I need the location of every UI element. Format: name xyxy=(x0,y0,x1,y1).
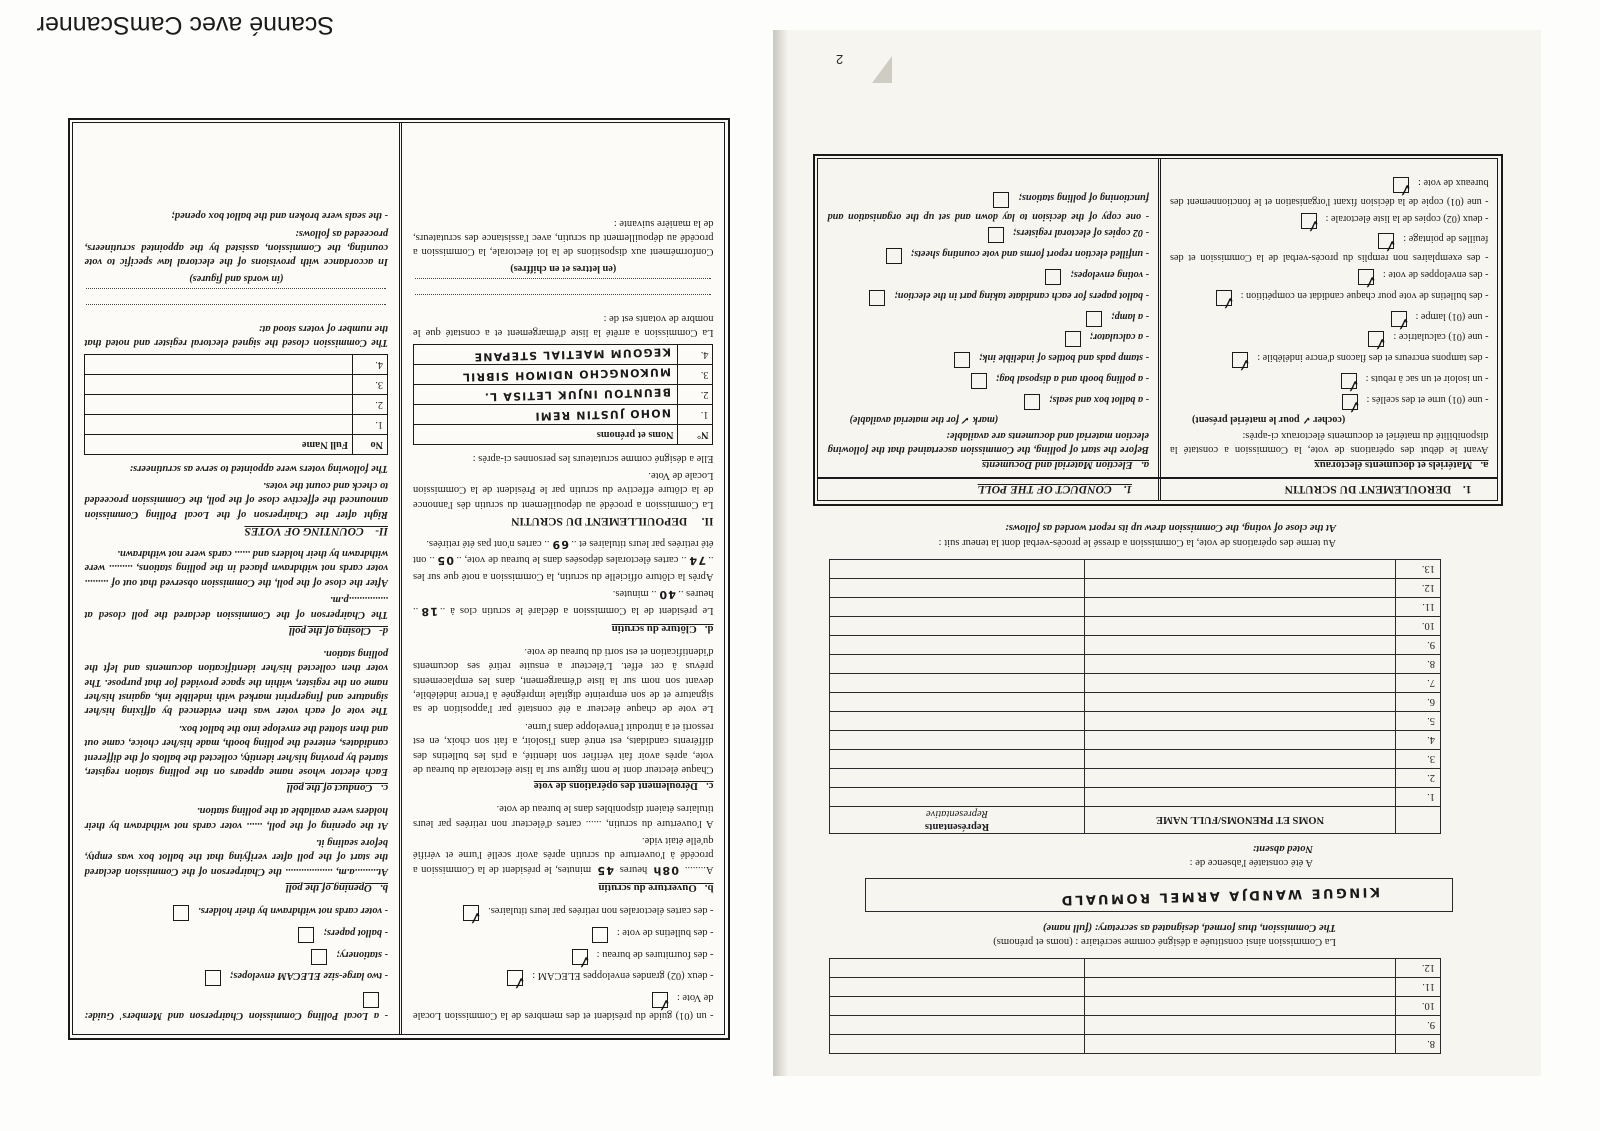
representatives-table xyxy=(829,559,1441,834)
fr-conduct-paragraph-1: Chaque électeur dont le nom figure sur la liste électorale du bureau de vote, après avoir fait vérifier son identité, a pris les bulletins des différents candidats, est entré dans l'isoloir, a fait son choix, en est ressorti et a introduit l'enveloppe dans l'urne. xyxy=(413,720,714,775)
rep-rep-header xyxy=(830,806,1085,833)
fr-counting-paragraph-2: Elle a désigné comme scrutateurs les personnes ci-après : xyxy=(472,452,714,464)
rep-row-number: 9. xyxy=(1396,635,1441,654)
material-item xyxy=(1170,210,1489,236)
material-checkbox xyxy=(954,352,970,368)
material-item xyxy=(413,946,714,972)
page3-french-column xyxy=(399,124,725,1035)
fr-closing-paragraph: Le président de la Commission a déclaré le scrutin clos à ..18.. heures ..40.. minutes. xyxy=(413,587,714,618)
rep-name-cell xyxy=(1085,578,1396,597)
check-mark-icon: ✓ xyxy=(466,906,484,929)
member-rep-cell xyxy=(830,997,1085,1016)
rep-rep-cell xyxy=(830,787,1085,806)
fr-words-figures-note: (en lettres et en chiffres) xyxy=(510,263,617,275)
rep-rep-cell xyxy=(830,673,1085,692)
material-item xyxy=(85,989,389,1023)
section-1-box xyxy=(813,154,1503,506)
member-name-cell xyxy=(1085,1035,1396,1054)
member-row-number: 12. xyxy=(1396,959,1441,978)
section-french-column xyxy=(1158,159,1498,477)
representatives-row xyxy=(830,787,1441,806)
scrutineer-number: 2. xyxy=(353,395,388,415)
hand-cards-withdrawn: 05 xyxy=(436,554,455,568)
check-mark-icon: ✓ xyxy=(1396,178,1414,201)
material-item-label: - a polling booth and a disposal bag; xyxy=(995,372,1149,384)
fr-scrutineer-row xyxy=(414,405,714,425)
scrutineer-number: 3. xyxy=(353,375,388,395)
en-scrutineer-row xyxy=(85,355,388,375)
rep-row-number: 10. xyxy=(1396,616,1441,635)
material-item-label: - stationery; xyxy=(336,948,388,960)
secretary-line-en: The Commission, thus formed, designated as secretary: (full name) xyxy=(1042,921,1336,933)
material-item-label: - une (01) lampe : xyxy=(1415,310,1489,322)
scrutineer-number: 1. xyxy=(678,405,713,425)
representatives-row xyxy=(830,711,1441,730)
en-scrutineer-row xyxy=(85,415,388,435)
rep-row-number: 8. xyxy=(1396,654,1441,673)
fr-register-paragraph: La Commission a arrêté la liste d'émargement et a constaté que le nombre de votants est de : xyxy=(413,312,714,339)
material-item xyxy=(1170,266,1489,293)
page3-english-column xyxy=(74,124,400,1035)
material-checkbox xyxy=(507,970,529,994)
en-opening-heading: b. Opening of the poll xyxy=(285,881,388,894)
member-row-number: 8. xyxy=(1396,1035,1441,1054)
representatives-header-row xyxy=(830,806,1441,833)
members-table xyxy=(829,958,1441,1054)
material-checkbox xyxy=(173,905,189,921)
closing-line-en: At the close of voting, the Commission drew up its report worded as follows: xyxy=(1005,522,1336,534)
material-item xyxy=(828,189,1150,223)
member-rep-cell xyxy=(830,1035,1085,1054)
member-row-number: 10. xyxy=(1396,997,1441,1016)
en-register-paragraph: The Commission closed the signed electoral register and noted that the number of voters stood at: xyxy=(84,322,388,349)
rep-header-fr: Représentants xyxy=(924,820,990,832)
hand-opening-minute: 45 xyxy=(596,863,615,878)
rep-header-en: Representative xyxy=(926,807,989,819)
material-item-label: - un (01) guide du président et des membres de la Commission Locale de Vote : xyxy=(413,991,714,1022)
check-mark-icon: ✓ xyxy=(1381,234,1400,257)
material-item-label: - des fournitures de bureau : xyxy=(596,948,714,960)
page-3 xyxy=(68,118,730,1040)
material-checkbox xyxy=(572,949,593,972)
rep-rep-cell xyxy=(830,635,1085,654)
rep-row-number: 1. xyxy=(1396,787,1441,806)
rep-name-cell xyxy=(1085,787,1396,806)
material-checkbox xyxy=(1086,311,1102,327)
hand-closing-hour: 18 xyxy=(420,604,439,618)
rep-name-cell xyxy=(1085,559,1396,578)
material-checkbox xyxy=(988,227,1004,243)
representatives-row xyxy=(830,692,1441,711)
hand-closing-minute: 40 xyxy=(658,587,677,602)
en-scrutineers-table xyxy=(85,354,389,455)
rep-name-cell xyxy=(1085,654,1396,673)
check-mark-icon: ✓ xyxy=(1393,311,1412,334)
material-item xyxy=(828,349,1150,368)
material-checkbox xyxy=(1216,290,1237,313)
scrutineer-name-cell xyxy=(85,355,353,375)
watermark-text: Scanné avec CamScanner xyxy=(36,11,334,40)
en-counting-paragraph-1: Right after the Chairperson of the Local Polling Commission announced the effective close of the poll, the Commission proceeded to check and count the votes. xyxy=(84,479,388,520)
fr-opening-paragraph: A........ 08h heures 45 minutes, le président de la Commission a procédé à l'ouverture du scrutin après avoir scellé l'urne et vérifié qu'elle était vide. xyxy=(413,835,714,878)
page3-border xyxy=(68,118,730,1040)
member-rep-cell xyxy=(830,959,1085,978)
en-opening-paragraph-1: At.........a.m, .................. the Chairperson of the Commission declared the start of the poll after verifying that the ballot box was empty, before sealing it. xyxy=(84,837,388,877)
material-item xyxy=(828,225,1150,244)
dotted-blank-line xyxy=(415,278,712,290)
section-1-inner xyxy=(818,158,1499,501)
material-item-label: - deux (02) grandes enveloppes ELECAM : xyxy=(532,970,714,982)
material-item xyxy=(1170,391,1489,417)
material-item-label: - one copy of the decision to lay down and set up the organisation and functioning of polling stations; xyxy=(827,191,1149,222)
member-row-number: 9. xyxy=(1396,1016,1441,1035)
material-checkbox xyxy=(1378,233,1400,257)
scrutineer-number: 4. xyxy=(353,355,388,375)
rep-rep-cell xyxy=(830,654,1085,673)
check-mark-icon: ✓ xyxy=(510,971,529,994)
check-mark-icon: ✓ xyxy=(1361,269,1379,293)
absent-line-fr: A été constatée l'absence de : xyxy=(1189,857,1313,869)
hand-cards-deposited: 74 xyxy=(688,554,707,568)
material-item xyxy=(413,968,714,994)
material-item-label: - ballot papers; xyxy=(323,927,388,939)
material-item-label: - a Local Polling Commission Chairperson and Members' Guide: xyxy=(84,1010,388,1022)
material-checkbox xyxy=(971,373,987,389)
en-seals-paragraph: - the seals were broken and the ballot box opened; xyxy=(171,210,388,222)
members-table-row xyxy=(830,978,1441,997)
dotted-blank-line xyxy=(87,304,387,316)
material-checkbox xyxy=(1391,311,1412,334)
scrutineer-number: 1. xyxy=(353,415,388,435)
fr-opening-paragraph-2: A l'ouverture du scrutin, ...... cartes d'électeur non retirées par leurs titulaires étaient disponibles dans le bureau de vote. xyxy=(413,803,714,829)
material-item-label: - deux (02) copies de la liste électorale : xyxy=(1325,212,1489,224)
rep-row-number: 4. xyxy=(1396,730,1441,749)
fr-conform-paragraph: Conformément aux dispositions de la loi électorale, la Commission a procédé au dépouillement du scrutin, avec l'assistance des scrutateurs, de la manière suivante : xyxy=(413,217,714,258)
material-item xyxy=(1170,308,1489,334)
scrutineer-name-cell xyxy=(85,415,353,435)
hand-opening-hour: 08h xyxy=(652,863,680,878)
members-table-row xyxy=(830,1035,1441,1054)
rep-row-number: 2. xyxy=(1396,768,1441,787)
material-item xyxy=(828,391,1150,410)
fr-scrut-num-header: N° xyxy=(678,425,713,445)
en-scrut-name-header: Full Name xyxy=(85,435,353,455)
material-item xyxy=(1170,287,1489,313)
material-item xyxy=(1170,231,1489,265)
representatives-row xyxy=(830,559,1441,578)
representatives-row xyxy=(830,749,1441,768)
material-item xyxy=(828,266,1150,285)
rep-empty-header xyxy=(1396,806,1441,833)
scrutineer-name-cell xyxy=(414,345,679,365)
material-item xyxy=(828,287,1150,306)
fr-materials-list xyxy=(1170,174,1489,417)
material-item xyxy=(413,903,714,929)
fr-scrut-name-header: Noms et prénoms xyxy=(414,425,679,445)
material-checkbox xyxy=(1301,213,1322,236)
scrutineer-name-cell xyxy=(85,375,353,395)
member-name-cell xyxy=(1085,978,1396,997)
material-item-label: - des bulletins de vote : xyxy=(616,927,714,939)
member-row-number: 11. xyxy=(1396,978,1441,997)
representatives-row xyxy=(830,768,1441,787)
rep-rep-cell xyxy=(830,749,1085,768)
scrutineer-name-cell xyxy=(414,405,679,425)
material-item xyxy=(828,245,1150,264)
material-item xyxy=(1170,329,1489,355)
rep-row-number: 13. xyxy=(1396,559,1441,578)
rep-rep-cell xyxy=(830,559,1085,578)
secretary-name-box xyxy=(865,878,1453,912)
material-item xyxy=(828,329,1150,348)
rep-rep-cell xyxy=(830,578,1085,597)
material-item-label: - unfilled election report forms and vote counting sheets; xyxy=(910,248,1149,260)
representatives-row xyxy=(830,673,1441,692)
dotted-blank-line xyxy=(415,294,712,306)
fr-scrutineer-row xyxy=(414,365,714,385)
hand-cards-remaining: 69 xyxy=(551,537,570,552)
en-closing-heading: d- Closing of the poll xyxy=(289,624,388,637)
material-item xyxy=(413,989,714,1023)
material-checkbox xyxy=(298,927,314,943)
page-number: 2 xyxy=(836,52,844,67)
material-item xyxy=(1170,370,1489,397)
material-item xyxy=(85,903,389,922)
en-conform-paragraph: In accordance with provisions of the electoral law specific to vote counting, the Commission, assisted by the appointed scrutineers, proceeded as follows: xyxy=(84,227,388,268)
material-item xyxy=(1170,349,1489,376)
member-rep-cell xyxy=(830,978,1085,997)
material-item-label: - voting envelopes; xyxy=(1070,269,1149,281)
material-checkbox xyxy=(1024,394,1040,410)
material-item-label: - des tampons encreurs et des flacons d'encre indélébile : xyxy=(1257,352,1489,364)
en-counting-paragraph-2: The following voters were appointed to serve as scrutineers: xyxy=(129,462,388,474)
hand-scrutineer-name: NOHO JUSTIN REMI xyxy=(534,406,672,424)
material-item-label: - un isoloir et un sac à rebuts : xyxy=(1365,372,1489,384)
rep-name-cell xyxy=(1085,616,1396,635)
scrutineer-name-cell xyxy=(414,365,679,385)
members-table-row xyxy=(830,959,1441,978)
en-materials-list xyxy=(828,189,1150,410)
material-checkbox xyxy=(994,192,1010,208)
fr-scrutineer-row xyxy=(414,385,714,405)
material-item-label: - une (01) urne et des scellés : xyxy=(1366,393,1489,405)
material-item xyxy=(828,370,1150,389)
material-item xyxy=(1170,174,1489,208)
check-mark-icon: ✓ xyxy=(1371,332,1390,355)
en-mark-note: (mark ✓ for the material available) xyxy=(849,413,999,425)
en-material-list-cont xyxy=(85,903,389,1024)
check-mark-icon: ✓ xyxy=(1344,394,1363,417)
material-item-label: - des exemplaires non remplis du procès-verbal de la Commission et des feuilles de pointage : xyxy=(1170,233,1489,264)
scrutineer-number: 4. xyxy=(678,345,713,365)
representatives-row xyxy=(830,635,1441,654)
check-mark-icon: ✓ xyxy=(1343,373,1362,397)
en-scrutineer-row xyxy=(85,375,388,395)
fr-closing-paragraph-2: Après la clôture officielle du scrutin, la Commission a noté que sur les ..74.. cartes électorales déposées dans le bureau de vote, ..05.. ont été retirées par leurs titulaires et ..69.. cartes n'ont pas été retirées. xyxy=(413,537,714,582)
fr-scrutineers-table xyxy=(413,344,714,445)
representatives-row xyxy=(830,730,1441,749)
material-item-label: - des enveloppes de vote : xyxy=(1382,269,1489,281)
check-mark-icon: ✓ xyxy=(1218,290,1237,313)
rep-rep-cell xyxy=(830,597,1085,616)
scrutineer-number: 2. xyxy=(678,385,713,405)
material-checkbox xyxy=(1232,352,1253,376)
material-checkbox xyxy=(463,905,484,929)
rep-row-number: 11. xyxy=(1396,597,1441,616)
material-item-label: - ballot papers for each candidate taking part in the election; xyxy=(894,289,1149,301)
material-checkbox xyxy=(1393,177,1414,201)
fr-scrutineer-row xyxy=(414,345,714,365)
rep-row-number: 3. xyxy=(1396,749,1441,768)
check-mark-icon: ✓ xyxy=(574,949,593,972)
rep-name-cell xyxy=(1085,673,1396,692)
section-english-column xyxy=(819,159,1159,477)
material-checkbox xyxy=(1341,373,1362,397)
rep-name-cell xyxy=(1085,730,1396,749)
representatives-row xyxy=(830,578,1441,597)
section-title-fr: 1. DEROULEMENT DU SCRUTIN xyxy=(1158,479,1498,500)
material-item xyxy=(828,308,1150,327)
fr-counting-title: II. DEPOUILLEMENT DU SCRUTIN xyxy=(511,514,714,527)
member-name-cell xyxy=(1085,997,1396,1016)
fr-materials-intro: Avant le début des opérations de vote, la Commission a constaté la disponibilité du matériel et documents électoraux ci-après: xyxy=(1170,430,1489,456)
member-rep-cell xyxy=(830,1016,1085,1035)
member-name-cell xyxy=(1085,959,1396,978)
page-2 xyxy=(774,30,1541,1076)
material-checkbox xyxy=(1065,331,1081,347)
material-checkbox xyxy=(1358,269,1379,293)
rep-rep-cell xyxy=(830,711,1085,730)
en-counting-title: II- COUNTING OF VOTES xyxy=(244,524,388,537)
material-item xyxy=(85,924,389,943)
material-checkbox xyxy=(1045,269,1061,285)
material-checkbox xyxy=(311,949,327,965)
en-scrutineers-header-row xyxy=(85,435,388,455)
fr-scrutineers-header-row xyxy=(414,425,714,445)
fr-counting-paragraph-1: La Commission a procédé au dépouillement du scrutin dès l'annonce de la clôture effective du scrutin par le Président de la Commission Locale de Vote. xyxy=(413,469,714,510)
rep-rep-cell xyxy=(830,616,1085,635)
check-mark-icon: ✓ xyxy=(1235,353,1253,376)
scrutineer-name-cell xyxy=(414,385,679,405)
material-item-label: - a calculator; xyxy=(1089,331,1149,343)
check-mark-icon: ✓ xyxy=(1303,213,1322,236)
material-item-label: - voter cards not withdrawn by their holders. xyxy=(198,905,388,917)
material-checkbox xyxy=(886,248,902,264)
material-item-label: - des bulletins de vote pour chaque candidat en compétition : xyxy=(1240,289,1489,301)
representatives-row xyxy=(830,654,1441,673)
material-item-label: - a ballot box and seals; xyxy=(1049,393,1149,405)
en-materials-subtitle: a. Election Material and Documents xyxy=(981,459,1149,472)
dotted-blank-line xyxy=(87,288,387,300)
rep-name-cell xyxy=(1085,692,1396,711)
material-item-label: - stamp pads and bottles of indelible ink; xyxy=(978,352,1149,364)
representatives-row xyxy=(830,616,1441,635)
en-materials-intro: Before the start of polling, the Commission ascertained that the following election material and documents are available: xyxy=(827,430,1149,456)
material-item xyxy=(85,946,389,965)
rep-name-cell xyxy=(1085,711,1396,730)
fr-material-list-cont xyxy=(413,903,714,1024)
material-item-label: - two large-size ELECAM envelopes; xyxy=(229,970,388,982)
rep-row-number: 12. xyxy=(1396,578,1441,597)
member-name-cell xyxy=(1085,1016,1396,1035)
representatives-row xyxy=(830,597,1441,616)
rep-rep-cell xyxy=(830,730,1085,749)
material-checkbox xyxy=(363,992,379,1008)
rep-rep-cell xyxy=(830,768,1085,787)
camscanner-watermark xyxy=(24,4,334,46)
secretary-line-fr: La Commission ainsi constituée a désigné comme secrétaire : (noms et prénoms) xyxy=(993,936,1336,947)
absent-line-en: Noted absent: xyxy=(1252,843,1313,855)
material-checkbox xyxy=(1368,331,1390,355)
rep-row-number: 6. xyxy=(1396,692,1441,711)
folded-corner xyxy=(872,56,892,83)
en-closing-paragraph-2: After the close of the poll, the Commission observed that out of ......... voter cards not withdrawn placed in the polling stations, ......... were withdrawn by their holders and ...... cards were not withdrawn. xyxy=(84,548,388,588)
rep-name-cell xyxy=(1085,768,1396,787)
hand-scrutineer-name: BEUNTOU INJUK LETISA L. xyxy=(483,385,672,404)
material-checkbox xyxy=(652,992,673,1015)
rep-name-cell xyxy=(1085,635,1396,654)
en-words-figures-note: (in words and figures) xyxy=(189,273,284,285)
material-item-label: - une (01) copie de la décision fixant l'organisation et le fonctionnement des bureaux de vote : xyxy=(1170,177,1489,207)
fr-mark-note: (cocher ✓ pour le matériel présent) xyxy=(1192,413,1346,425)
section-1-columns xyxy=(819,159,1498,477)
fr-closing-heading: d. Clôture du scrutin xyxy=(611,622,714,635)
hand-secretary-name: KINGUE WANDJA ARMEL ROMUALD xyxy=(1059,883,1381,908)
rep-name-header: NOMS ET PRENOMS/FULL NAME xyxy=(1085,806,1396,833)
en-opening-paragraph-2: At the opening of the poll, ...... voter cards not withdrawn by their holders were available at the polling station. xyxy=(84,805,388,831)
rep-name-cell xyxy=(1085,749,1396,768)
material-item xyxy=(85,968,389,987)
rep-row-number: 7. xyxy=(1396,673,1441,692)
en-conduct-heading: c. Conduct of the poll xyxy=(286,781,388,794)
members-table-row xyxy=(830,1016,1441,1035)
rep-name-cell xyxy=(1085,597,1396,616)
en-scrutineer-row xyxy=(85,395,388,415)
material-item xyxy=(413,924,714,943)
fr-conduct-paragraph-2: Le vote de chaque électeur a été constaté par l'apposition de sa signature et de son empreinte digitale imprégnée à l'encre indélébile, devant son nom sur la liste d'émargement, dans les emplacements prévus à cet effet. L'électeur a ensuite retiré ses documents d'identification et est sorti du bureau de vote. xyxy=(413,645,714,715)
rep-rep-cell xyxy=(830,692,1085,711)
en-scrut-num-header: No xyxy=(353,435,388,455)
hand-scrutineer-name: MUKONGCHO NDIMOH SIBRIL xyxy=(462,365,672,384)
fr-materials-subtitle: a. Matériels et documents électoraux xyxy=(1314,459,1489,472)
page2-content xyxy=(774,30,1541,1076)
en-conduct-paragraph-2: The vote of each voter was then evidenced by affixing his/her signature and fingerprint marked with indelible ink, against his/her name on the register, within the space provided for that purpose. The voter then collected his/her identification documents and left the polling station. xyxy=(84,647,388,717)
scrutineer-number: 3. xyxy=(678,365,713,385)
fr-opening-heading: b. Ouverture du scrutin xyxy=(598,881,714,894)
material-checkbox xyxy=(205,970,221,986)
members-table-row xyxy=(830,997,1441,1016)
check-mark-icon: ✓ xyxy=(655,992,673,1015)
material-item-label: - une (01) calculatrice : xyxy=(1393,331,1489,343)
scrutineer-name-cell xyxy=(85,395,353,415)
en-closing-paragraph-1: The Chairperson of the Commission declared the poll closed at ...............p.m. xyxy=(84,594,388,620)
rep-row-number: 5. xyxy=(1396,711,1441,730)
fr-conduct-heading: c. Déroulement des opérations de vote xyxy=(533,779,714,792)
material-item-label: - 02 copies of electoral registers; xyxy=(1012,227,1149,239)
section-1-titles xyxy=(819,477,1498,500)
material-checkbox xyxy=(869,290,885,306)
page3-columns xyxy=(73,123,726,1036)
en-conduct-paragraph-1: Each elector whose name appears on the polling station register, started by proving his/her identity, collected the ballots of the different candidates, entered the polling booth, made his/her choice, came out and then slotted the envelope into the ballot box. xyxy=(84,722,388,777)
section-title-en: 1. CONDUCT OF THE POLL xyxy=(977,483,1132,497)
material-item-label: - des cartes électorales non retirées par leurs titulaires. xyxy=(488,905,714,917)
material-item-label: - a lamp; xyxy=(1111,310,1149,322)
material-checkbox xyxy=(592,927,608,943)
closing-line-fr: Au terme des opérations de vote, la Commission a dressé le procès-verbal dont la teneur suit : xyxy=(938,536,1336,548)
hand-scrutineer-name: KEGOUM MAETIAL STEPANE xyxy=(473,345,672,364)
